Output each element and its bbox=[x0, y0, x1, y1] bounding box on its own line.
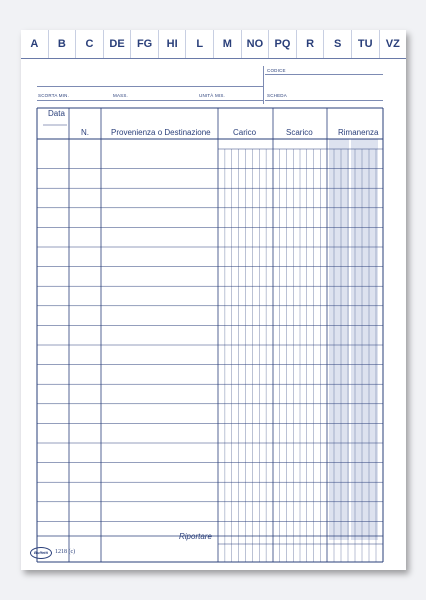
index-tab-b: B bbox=[49, 30, 77, 58]
index-tab-de: DE bbox=[104, 30, 132, 58]
data-header: Data bbox=[48, 109, 65, 118]
index-tab-vz: VZ bbox=[385, 38, 400, 50]
mass-label: MASS. bbox=[113, 93, 129, 98]
riportare-label: Riportare bbox=[179, 532, 212, 541]
index-tab-r: R bbox=[297, 30, 325, 58]
provenienza-header: Provenienza o Destinazione bbox=[111, 128, 211, 137]
scarico-header: Scarico bbox=[286, 128, 313, 137]
index-tab-a: A bbox=[21, 30, 49, 58]
index-tab-pq: PQ bbox=[269, 30, 297, 58]
scheda-label: SCHEDA bbox=[267, 93, 287, 98]
ledger-grid bbox=[21, 30, 406, 570]
index-tab-hi: HI bbox=[159, 30, 187, 58]
index-tab-fg: FG bbox=[131, 30, 159, 58]
form-code: 1218 (c) bbox=[55, 549, 76, 555]
rimanenza-shade bbox=[329, 139, 349, 540]
index-tab-l: L bbox=[186, 30, 214, 58]
unita-mis-label: UNITÀ MIS. bbox=[199, 93, 226, 98]
scorta-min-label: SCORTA MIN. bbox=[38, 93, 70, 98]
index-tab-no: NO bbox=[242, 30, 270, 58]
ledger-sheet bbox=[21, 30, 406, 570]
carico-header: Carico bbox=[233, 128, 257, 137]
index-tab-m: M bbox=[214, 30, 242, 58]
index-tab-tu: TU bbox=[352, 30, 380, 58]
buffetti-logo: Buffetti bbox=[30, 547, 52, 559]
rimanenza-header: Rimanenza bbox=[338, 128, 379, 137]
index-tab-s: S bbox=[324, 30, 352, 58]
index-tab-c: C bbox=[76, 30, 104, 58]
numero-header: N. bbox=[81, 128, 89, 137]
codice-label: CODICE bbox=[267, 68, 286, 73]
